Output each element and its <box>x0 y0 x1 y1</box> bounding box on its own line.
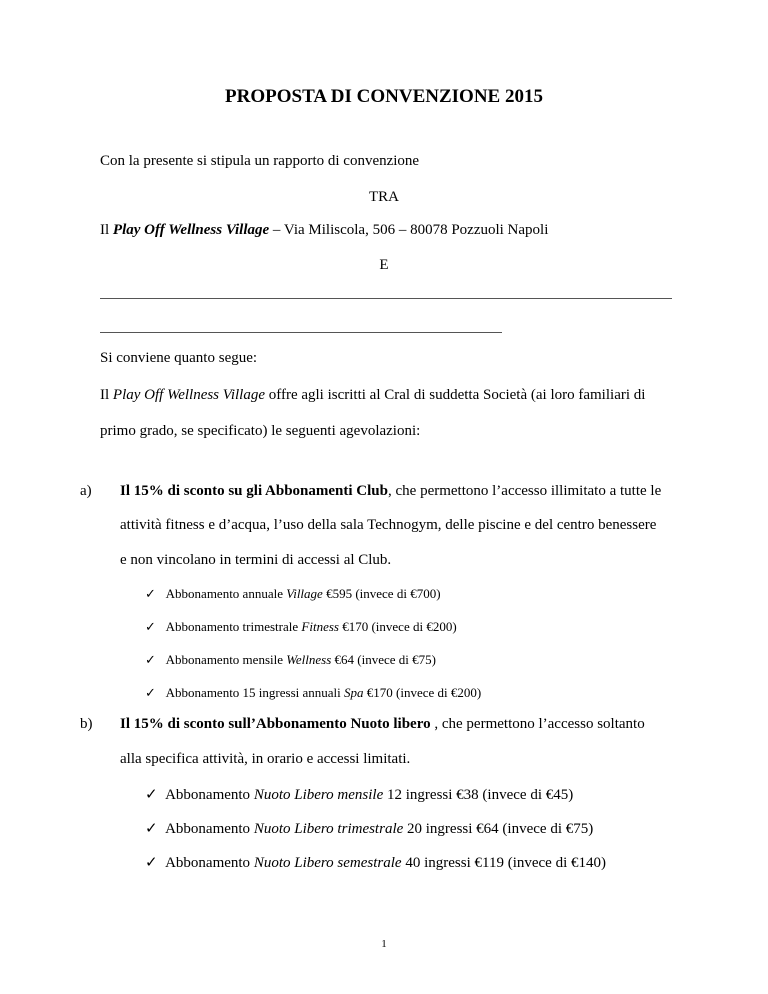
item-text: Abbonamento mensile <box>165 652 287 667</box>
item-italic: Village <box>286 586 323 601</box>
party1-name: Play Off Wellness Village <box>112 222 270 238</box>
checkmark-icon: ✓ <box>145 855 158 871</box>
list-item <box>145 819 593 838</box>
item-italic: Spa <box>344 685 364 700</box>
checkmark-icon: ✓ <box>145 586 156 601</box>
item-text: Abbonamento <box>165 787 254 803</box>
section-a-bold: Il 15% di sconto su gli Abbonamenti Club <box>120 483 388 499</box>
item-italic: Nuoto Libero mensile <box>253 787 384 803</box>
item-text: Abbonamento trimestrale <box>165 619 302 634</box>
item-price: €595 (invece di €700) <box>322 586 441 601</box>
party1-prefix: Il <box>100 222 113 238</box>
section-b-line-2: alla specifica attività, in orario e accessi limitati. <box>120 751 411 767</box>
party1-address: – Via Miliscola, 506 – 80078 Pozzuoli Napoli <box>269 222 549 238</box>
blank-line-2 <box>100 332 502 333</box>
offer-rest: offre agli iscritti al Cral di suddetta Società (ai loro familiari di <box>264 387 646 403</box>
section-b-rest: , che permettono l’accesso soltanto <box>430 716 645 732</box>
section-a-marker: a) <box>80 483 92 499</box>
checkmark-icon: ✓ <box>145 619 156 634</box>
section-a-line-1 <box>120 483 661 500</box>
section-a-line-2: attività fitness e d’acqua, l’uso della sala Technogym, delle piscine e del centro benessere <box>120 517 657 533</box>
checkmark-icon: ✓ <box>145 652 156 667</box>
list-item <box>145 652 436 668</box>
page-number: 1 <box>381 938 387 950</box>
checkmark-icon: ✓ <box>145 821 158 837</box>
item-price: 12 ingressi €38 (invece di €45) <box>383 787 574 803</box>
list-item <box>145 619 457 635</box>
item-price: €64 (invece di €75) <box>331 652 436 667</box>
item-italic: Fitness <box>301 619 339 634</box>
section-b-marker: b) <box>80 716 93 732</box>
item-text: Abbonamento annuale <box>165 586 287 601</box>
item-italic: Nuoto Libero trimestrale <box>253 821 404 837</box>
offer-line-2: primo grado, se specificato) le seguenti agevolazioni: <box>100 423 421 439</box>
intro-text: Con la presente si stipula un rapporto di convenzione <box>100 153 420 169</box>
offer-line-1 <box>100 387 645 404</box>
item-italic: Wellness <box>286 652 332 667</box>
agreement-text: Si conviene quanto segue: <box>100 350 258 366</box>
item-price: 20 ingressi €64 (invece di €75) <box>403 821 594 837</box>
tra-label: TRA <box>369 189 399 205</box>
item-text: Abbonamento <box>165 821 254 837</box>
list-item <box>145 685 481 701</box>
e-label: E <box>379 257 389 273</box>
item-price: €170 (invece di €200) <box>363 685 482 700</box>
checkmark-icon: ✓ <box>145 685 156 700</box>
party1-line <box>100 222 548 239</box>
list-item <box>145 586 441 602</box>
item-text: Abbonamento 15 ingressi annuali <box>165 685 345 700</box>
section-b-line-1 <box>120 716 645 733</box>
item-price: 40 ingressi €119 (invece di €140) <box>401 855 606 871</box>
offer-prefix: Il <box>100 387 113 403</box>
section-b-bold: Il 15% di sconto sull’Abbonamento Nuoto libero <box>120 716 431 732</box>
blank-line-1 <box>100 298 672 299</box>
document-title: PROPOSTA DI CONVENZIONE 2015 <box>225 86 543 107</box>
list-item <box>145 785 573 804</box>
list-item <box>145 853 606 872</box>
section-a-line-3: e non vincolano in termini di accessi al Club. <box>120 552 392 568</box>
item-price: €170 (invece di €200) <box>338 619 457 634</box>
item-italic: Nuoto Libero semestrale <box>253 855 402 871</box>
offer-name: Play Off Wellness Village <box>112 387 265 403</box>
checkmark-icon: ✓ <box>145 787 158 803</box>
section-a-rest: , che permettono l’accesso illimitato a tutte le <box>388 483 662 499</box>
item-text: Abbonamento <box>165 855 254 871</box>
